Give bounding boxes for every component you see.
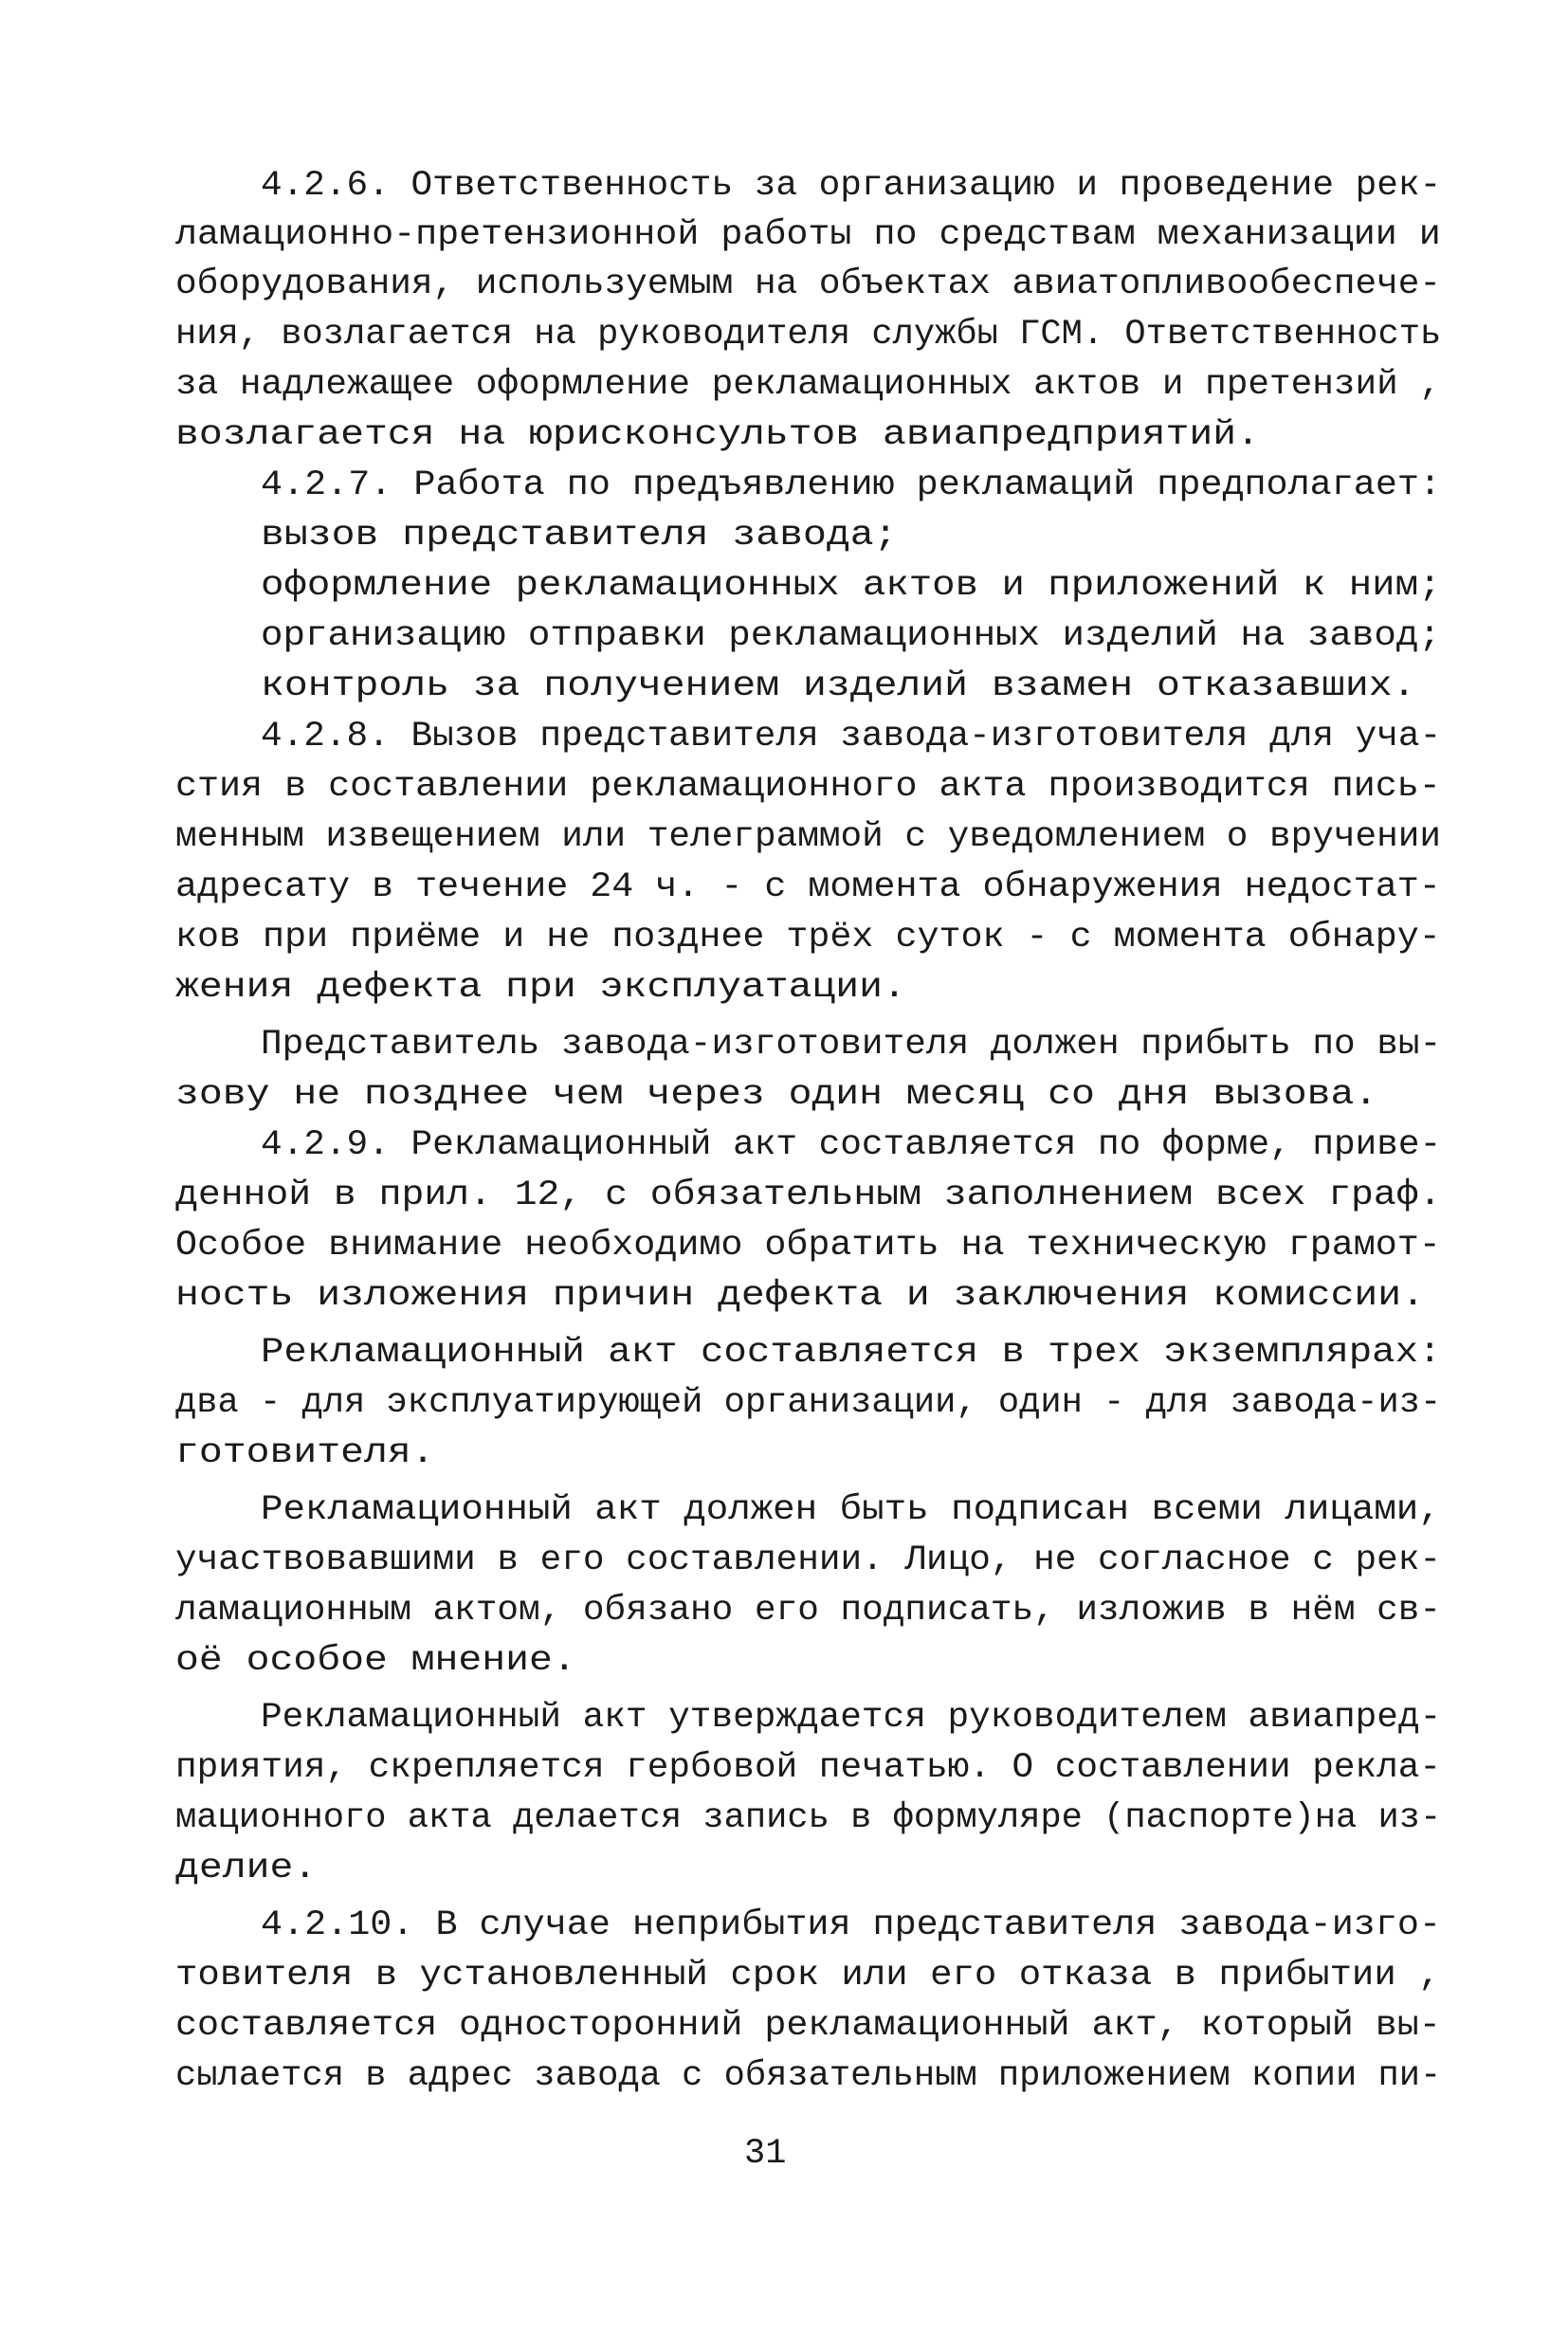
text-line: товителя в установленный срок или его отказа в прибытии , [175,1956,1441,1996]
text-line: Рекламационный акт утверждается руководителем авиапред- [261,1698,1442,1738]
text-line: 4.2.10. В случае неприбытия представителя завода-изго- [261,1905,1441,1945]
text-line: 4.2.9. Рекламационный акт составляется по форме, приве- [261,1125,1442,1165]
text-line: 4.2.7. Работа по предъявлению рекламаций предполагает: [261,465,1441,505]
text-line: готовителя. [175,1433,435,1473]
text-line: вызов представителя завода; [261,516,898,556]
text-line: сылается в адрес завода с обязательным приложением копии пи- [175,2056,1442,2096]
text-line: два - для эксплуатирующей организации, один - для завода-из- [175,1383,1442,1423]
text-line: возлагается на юрисконсультов авиапредприятий. [175,415,1260,455]
text-line: стия в составлении рекламационного акта производится пись- [175,767,1441,807]
text-line: делие. [175,1849,318,1888]
text-line: Особое внимание необходимо обратить на техническую грамот- [175,1226,1441,1266]
text-line: ния, возлагается на руководителя службы ГСМ. Ответственность [175,315,1442,355]
text-line: Представитель завода-изготовителя должен прибыть по вы- [261,1025,1442,1065]
page-number: 31 [744,2134,787,2174]
text-line: ламационно-претензионной работы по средствам механизации и [175,215,1441,255]
text-line: 4.2.8. Вызов представителя завода-изготовителя для уча- [261,717,1442,756]
text-line: менным извещением или телеграммой с уведомлением о вручении [175,817,1442,857]
text-line: 4.2.6. Ответственность за организацию и проведение рек- [261,166,1442,206]
text-line: контроль за получением изделий взамен отказавших. [261,666,1416,706]
text-line: оформление рекламационных актов и приложений к ним; [261,566,1442,606]
text-line: участвовавшими в его составлении. Лицо, не согласное с рек- [175,1540,1442,1580]
text-line: оё особое мнение. [175,1641,576,1681]
text-line: ность изложения причин дефекта и заключения комиссии. [175,1276,1426,1316]
text-line: адресату в течение 24 ч. - с момента обнаружения недостат- [175,867,1441,907]
text-line: ков при приёме и не позднее трёх суток - с момента обнару- [175,918,1441,957]
text-line: за надлежащее оформление рекламационных актов и претензий , [175,365,1442,405]
text-line: жения дефекта при эксплуатации. [175,968,906,1008]
text-line: приятия, скрепляется гербовой печатью. О составлении рекла- [175,1748,1442,1788]
text-line: организацию отправки рекламационных изделий на завод; [261,616,1441,656]
text-line: составляется односторонний рекламационный акт, который вы- [175,2006,1441,2046]
text-line: мационного акта делается запись в формуляре (паспорте)на из- [175,1798,1442,1838]
text-line: оборудования, используемым на объектах авиатопливообеспече- [175,264,1442,304]
text-line: ламационным актом, обязано его подписать, изложив в нём св- [175,1591,1442,1631]
text-line: Рекламационный акт должен быть подписан всеми лицами, [261,1490,1441,1530]
text-line: зову не позднее чем через один месяц со дня вызова. [175,1075,1378,1115]
text-line: денной в прил. 12, с обязательным заполнением всех граф. [175,1176,1442,1215]
text-line: Рекламационный акт составляется в трех экземплярах: [261,1333,1442,1373]
